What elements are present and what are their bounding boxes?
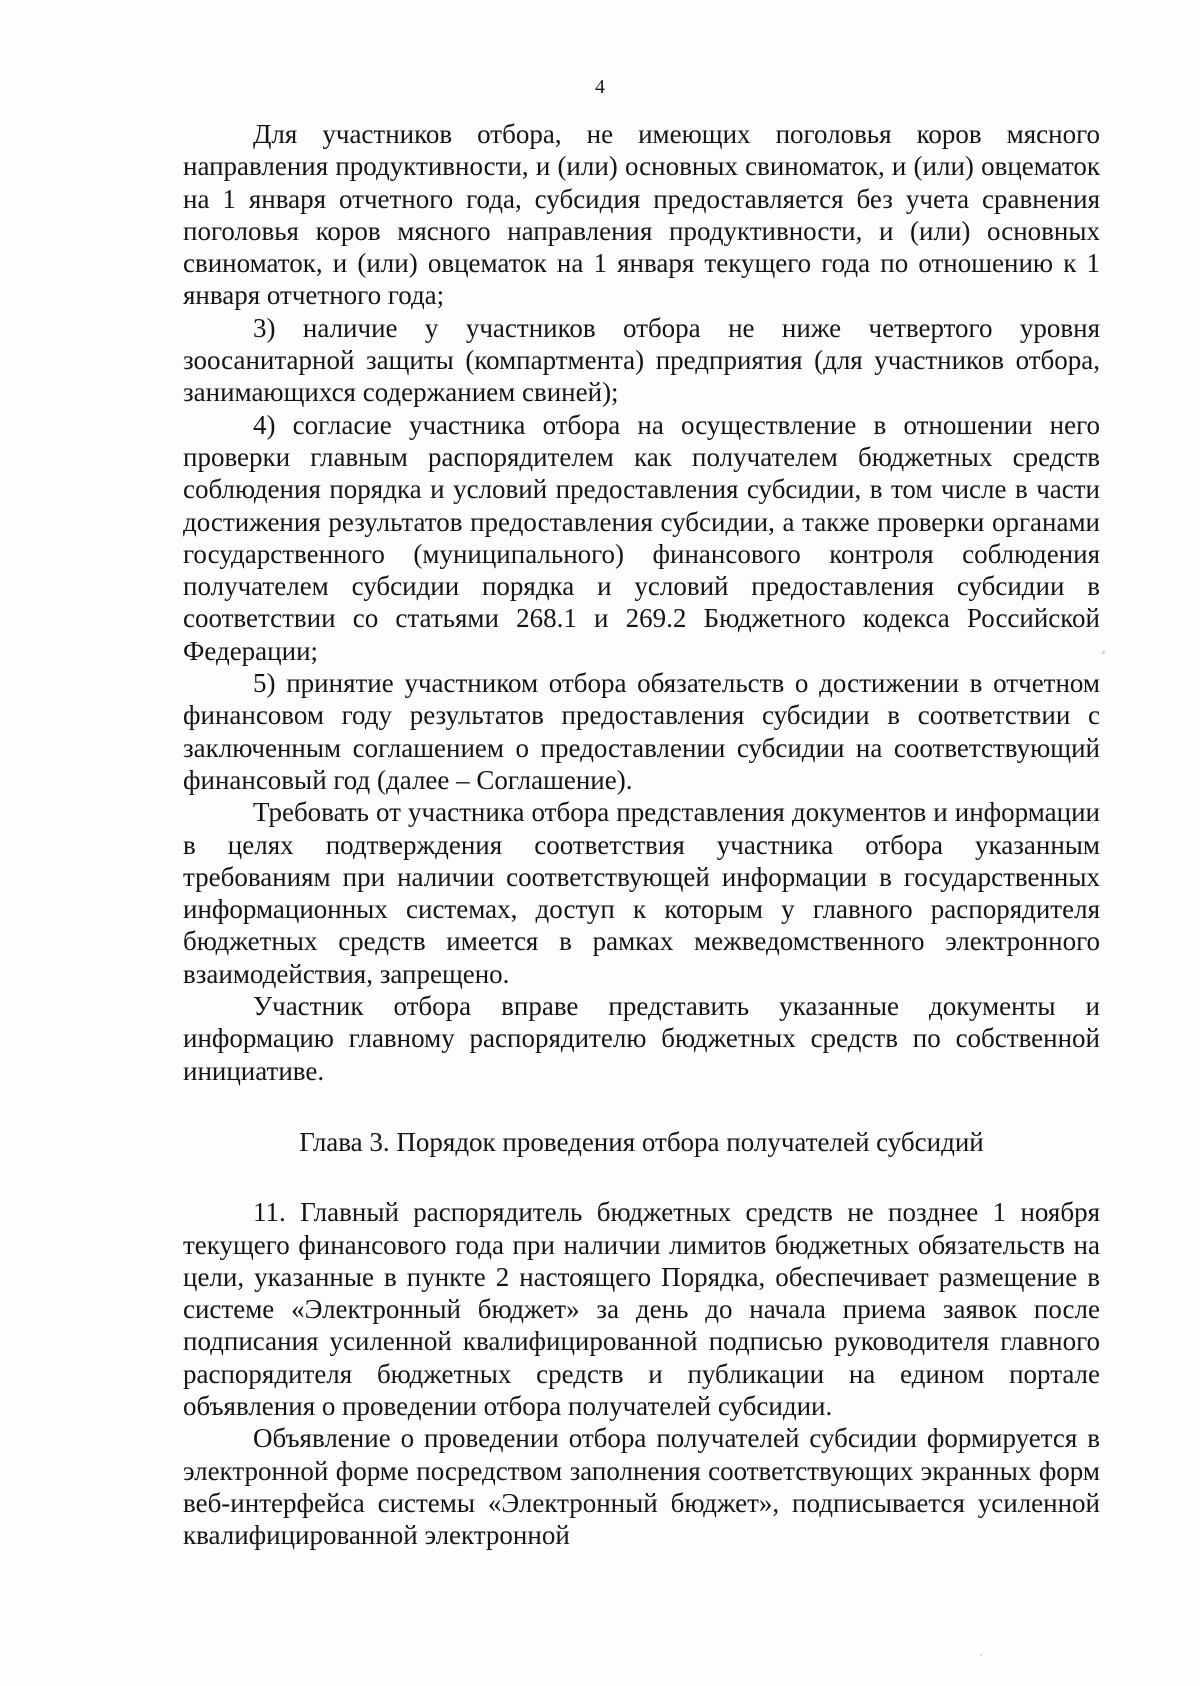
paragraph: 5) принятие участником отбора обязательств о достижении в отчетном финансовом году результатов предоставления субсидии в соответствии с заключенным соглашением о предоставлении субсидии на соответствующий финансовый год (далее – Соглашение). [183, 668, 1100, 795]
paragraph: 11. Главный распорядитель бюджетных средств не позднее 1 ноября текущего финансового года при наличии лимитов бюджетных обязательств на цели, указанные в пункте 2 настоящего Порядка, обеспечивает размещение в системе «Электронный бюджет» за день до начала приема заявок после подписания усиленной квалифицированной подписью руководителя главного распорядителя бюджетных средств и публикации на едином портале объявления о проведении отбора получателей субсидии. [183, 1197, 1100, 1421]
document-body [183, 118, 1100, 1551]
paragraph: Требовать от участника отбора представления документов и информации в целях подтверждения соответствия участника отбора указанным требованиям при наличии соответствующей информации в государственных информационных системах, доступ к которым у главного распорядителя бюджетных средств имеется в рамках межведомственного электронного взаимодействия, запрещено. [183, 797, 1100, 989]
paragraph: Объявление о проведении отбора получателей субсидии формируется в электронной форме посредством заполнения соответствующих экранных форм веб-интерфейса системы «Электронный бюджет», подписывается усиленной квалифицированной электронной [183, 1423, 1100, 1551]
scan-speck [980, 1654, 982, 1656]
paragraph: Для участников отбора, не имеющих поголовья коров мясного направления продуктивности, и (или) основных свиноматок, и (или) овцематок на 1 января отчетного года, субсидия предоставляется без учета сравнения поголовья коров мясного направления продуктивности, и (или) основных свиноматок, и (или) овцематок на 1 января текущего года по отношению к 1 января отчетного года; [183, 119, 1100, 311]
paragraph: 4) согласие участника отбора на осуществление в отношении него проверки главным распорядителем как получателем бюджетных средств соблюдения порядка и условий предоставления субсидии, в том числе в части достижения результатов предоставления субсидии, а также проверки органами государственного (муниципального) финансового контроля соблюдения получателем субсидии порядка и условий предоставления субсидии в соответствии со статьями 268.1 и 269.2 Бюджетного кодекса Российской Федерации; [183, 409, 1100, 666]
paragraph: 3) наличие у участников отбора не ниже четвертого уровня зоосанитарной защиты (компартмента) предприятия (для участников отбора, занимающихся содержанием свиней); [183, 312, 1100, 408]
page-number: 4 [595, 76, 605, 98]
chapter-heading: Глава 3. Порядок проведения отбора получателей субсидий [299, 1126, 984, 1157]
scan-speck [1102, 651, 1105, 654]
paragraph: Участник отбора вправе представить указанные документы и информацию главному распорядителю бюджетных средств по собственной инициативе. [183, 991, 1100, 1086]
